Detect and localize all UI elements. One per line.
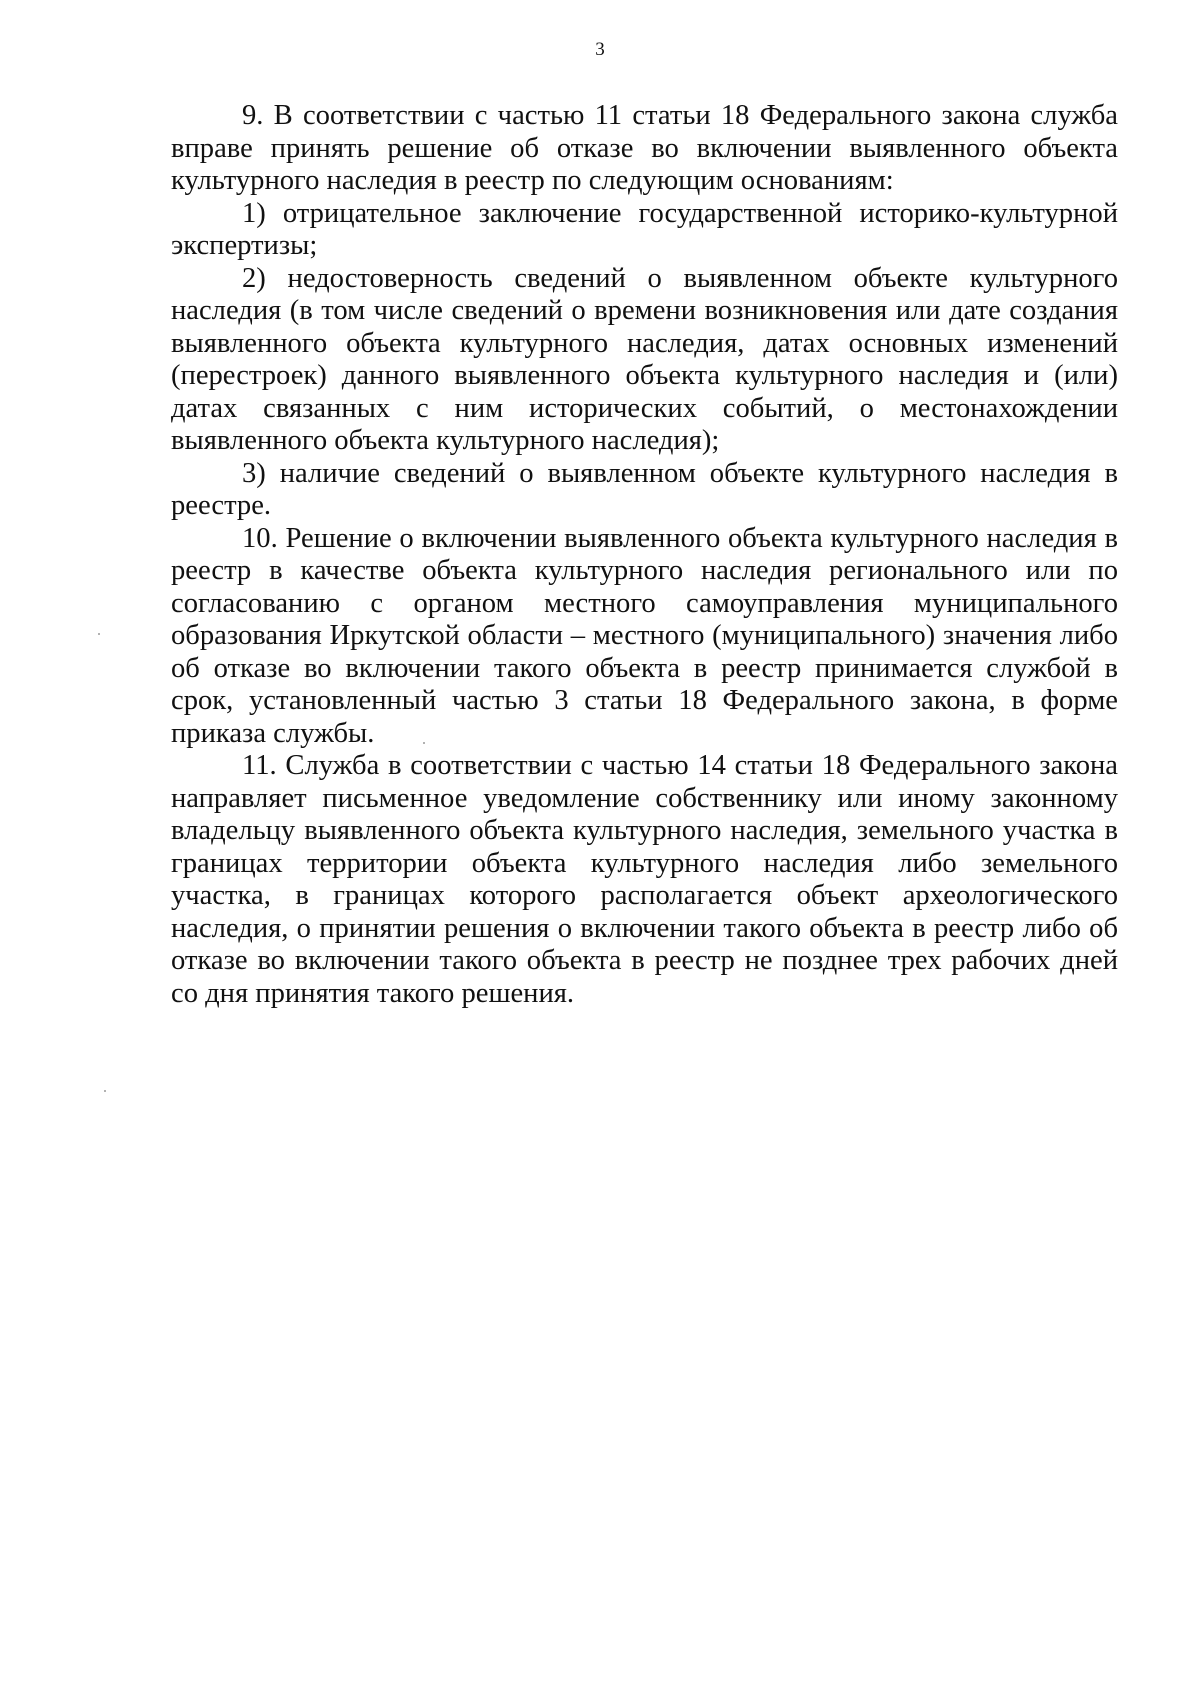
document-body <box>171 100 1118 1010</box>
list-item-3: 3) наличие сведений о выявленном объекте культурного наследия в реестре. <box>171 457 1118 521</box>
list-item-2: 2) недостоверность сведений о выявленном объекте культурного наследия (в том числе сведений о времени возникновения или дате создания выявленного объекта культурного наследия, датах основных изменений (перестроек) данного выявленного объекта культурного наследия и (или) датах связанных с ним исторических событий, о местонахождении выявленного объекта культурного наследия); <box>171 262 1118 456</box>
paragraph-11: 11. Служба в соответствии с частью 14 статьи 18 Федерального закона направляет письменное уведомление собственнику или иному законному владельцу выявленного объекта культурного наследия, земельного участка в границах территории объекта культурного наследия либо земельного участка, в границах которого располагается объект археологического наследия, о принятии решения о включении такого объекта в реестр либо об отказе во включении такого объекта в реестр не позднее трех рабочих дней со дня принятия такого решения. <box>171 750 1118 1009</box>
paragraph-10: 10. Решение о включении выявленного объекта культурного наследия в реестр в качестве объекта культурного наследия регионального или по согласованию с органом местного самоуправления муниципального образования Иркутской области – местного (муниципального) значения либо об отказе во включении такого объекта в реестр принимается службой в срок, установленный частью 3 статьи 18 Федерального закона, в форме приказа службы. <box>171 522 1118 749</box>
paragraph-9: 9. В соответствии с частью 11 статьи 18 Федерального закона служба вправе принять решение об отказе во включении выявленного объекта культурного наследия в реестр по следующим основаниям: <box>171 100 1118 196</box>
scan-speck <box>104 1090 106 1092</box>
list-item-1: 1) отрицательное заключение государственной историко-культурной экспертизы; <box>171 197 1118 261</box>
scan-speck <box>98 633 100 635</box>
page-number: 3 <box>595 39 605 60</box>
scan-speck <box>423 742 425 744</box>
